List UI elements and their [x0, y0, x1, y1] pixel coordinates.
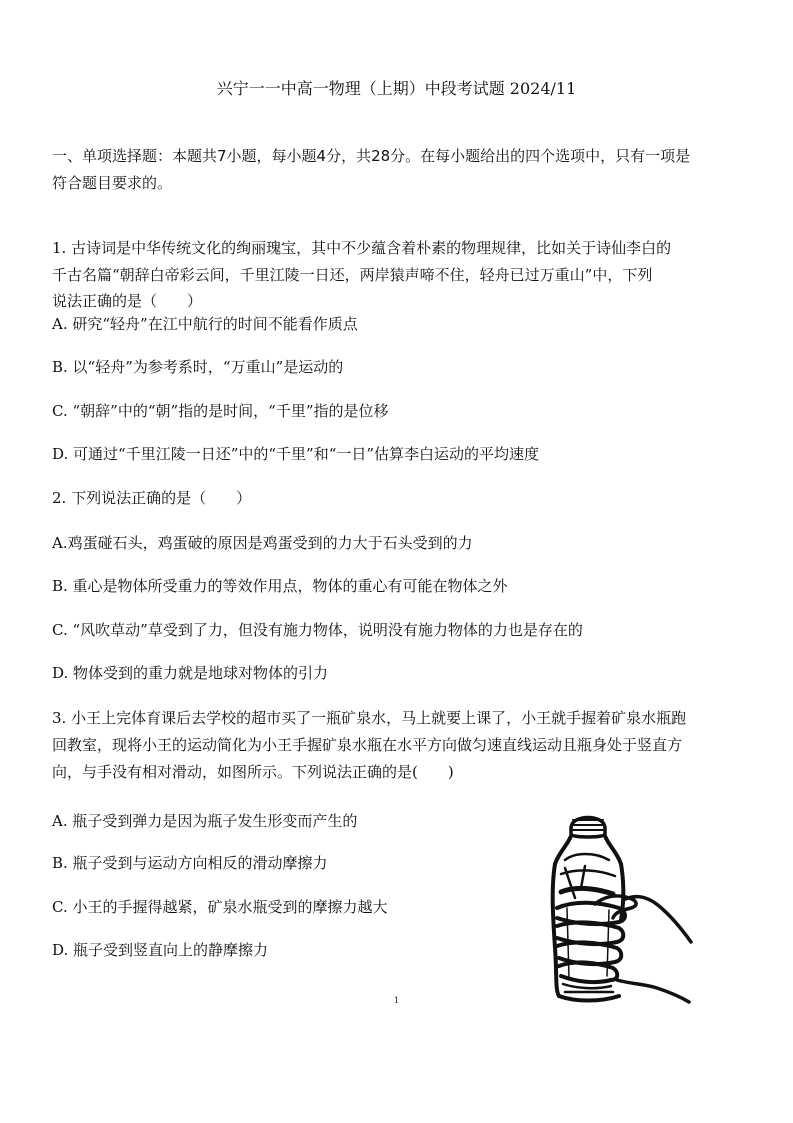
question-1-option-c: C. “朝辞”中的“朝”指的是时间，“千里”指的是位移	[52, 402, 389, 420]
section-instructions-line-1: 一、单项选择题：本题共7小题，每小题4分，共28分。在每小题给出的四个选项中，只有一项是	[52, 147, 691, 165]
question-2-stem-line-1: 2. 下列说法正确的是（ ）	[52, 489, 252, 507]
question-2-option-b: B. 重心是物体所受重力的等效作用点，物体的重心有可能在物体之外	[52, 577, 508, 595]
question-1-option-b: B. 以“轻舟”为参考系时，“万重山”是运动的	[52, 358, 344, 376]
question-2-option-c: C. “风吹草动”草受到了力，但没有施力物体，说明没有施力物体的力也是存在的	[52, 621, 583, 639]
question-3-stem-line-3: 向，与手没有相对滑动，如图所示。下列说法正确的是( )	[52, 763, 454, 781]
page-title: 兴宁一一中高一物理（上期）中段考试题 2024/11	[216, 79, 577, 98]
question-3-option-c: C. 小王的手握得越紧，矿泉水瓶受到的摩擦力越大	[52, 898, 388, 916]
question-3-option-d: D. 瓶子受到竖直向上的静摩擦力	[52, 941, 269, 959]
question-2-option-d: D. 物体受到的重力就是地球对物体的引力	[52, 664, 329, 682]
question-3-option-a: A. 瓶子受到弹力是因为瓶子发生形变而产生的	[52, 812, 358, 830]
question-1-option-d: D. 可通过“千里江陵一日还”中的“千里”和“一日”估算李白运动的平均速度	[52, 445, 540, 463]
question-3-option-b: B. 瓶子受到与运动方向相反的滑动摩擦力	[52, 854, 328, 872]
question-3-stem-line-2: 回教室，现将小王的运动简化为小王手握矿泉水瓶在水平方向做匀速直线运动且瓶身处于竖直方	[52, 736, 683, 754]
hand-holding-bottle-icon	[535, 808, 695, 1008]
page-number: 1	[393, 996, 400, 1005]
question-1-option-a: A. 研究“轻舟”在江中航行的时间不能看作质点	[52, 315, 358, 333]
question-1-stem-line-1: 1. 古诗词是中华传统文化的绚丽瑰宝，其中不少蕴含着朴素的物理规律，比如关于诗仙李白的	[52, 239, 672, 257]
section-instructions-line-2: 符合题目要求的。	[52, 174, 173, 192]
question-3-stem-line-1: 3. 小王上完体育课后去学校的超市买了一瓶矿泉水，马上就要上课了，小王就手握着矿泉水瓶跑	[52, 709, 687, 727]
question-2-option-a: A.鸡蛋碰石头，鸡蛋破的原因是鸡蛋受到的力大于石头受到的力	[52, 534, 473, 552]
question-1-stem-line-3: 说法正确的是（ ）	[52, 292, 203, 310]
question-1-stem-line-2: 千古名篇“朝辞白帝彩云间，千里江陵一日还，两岸猿声啼不住，轻舟已过万重山”中，下列	[52, 266, 653, 284]
